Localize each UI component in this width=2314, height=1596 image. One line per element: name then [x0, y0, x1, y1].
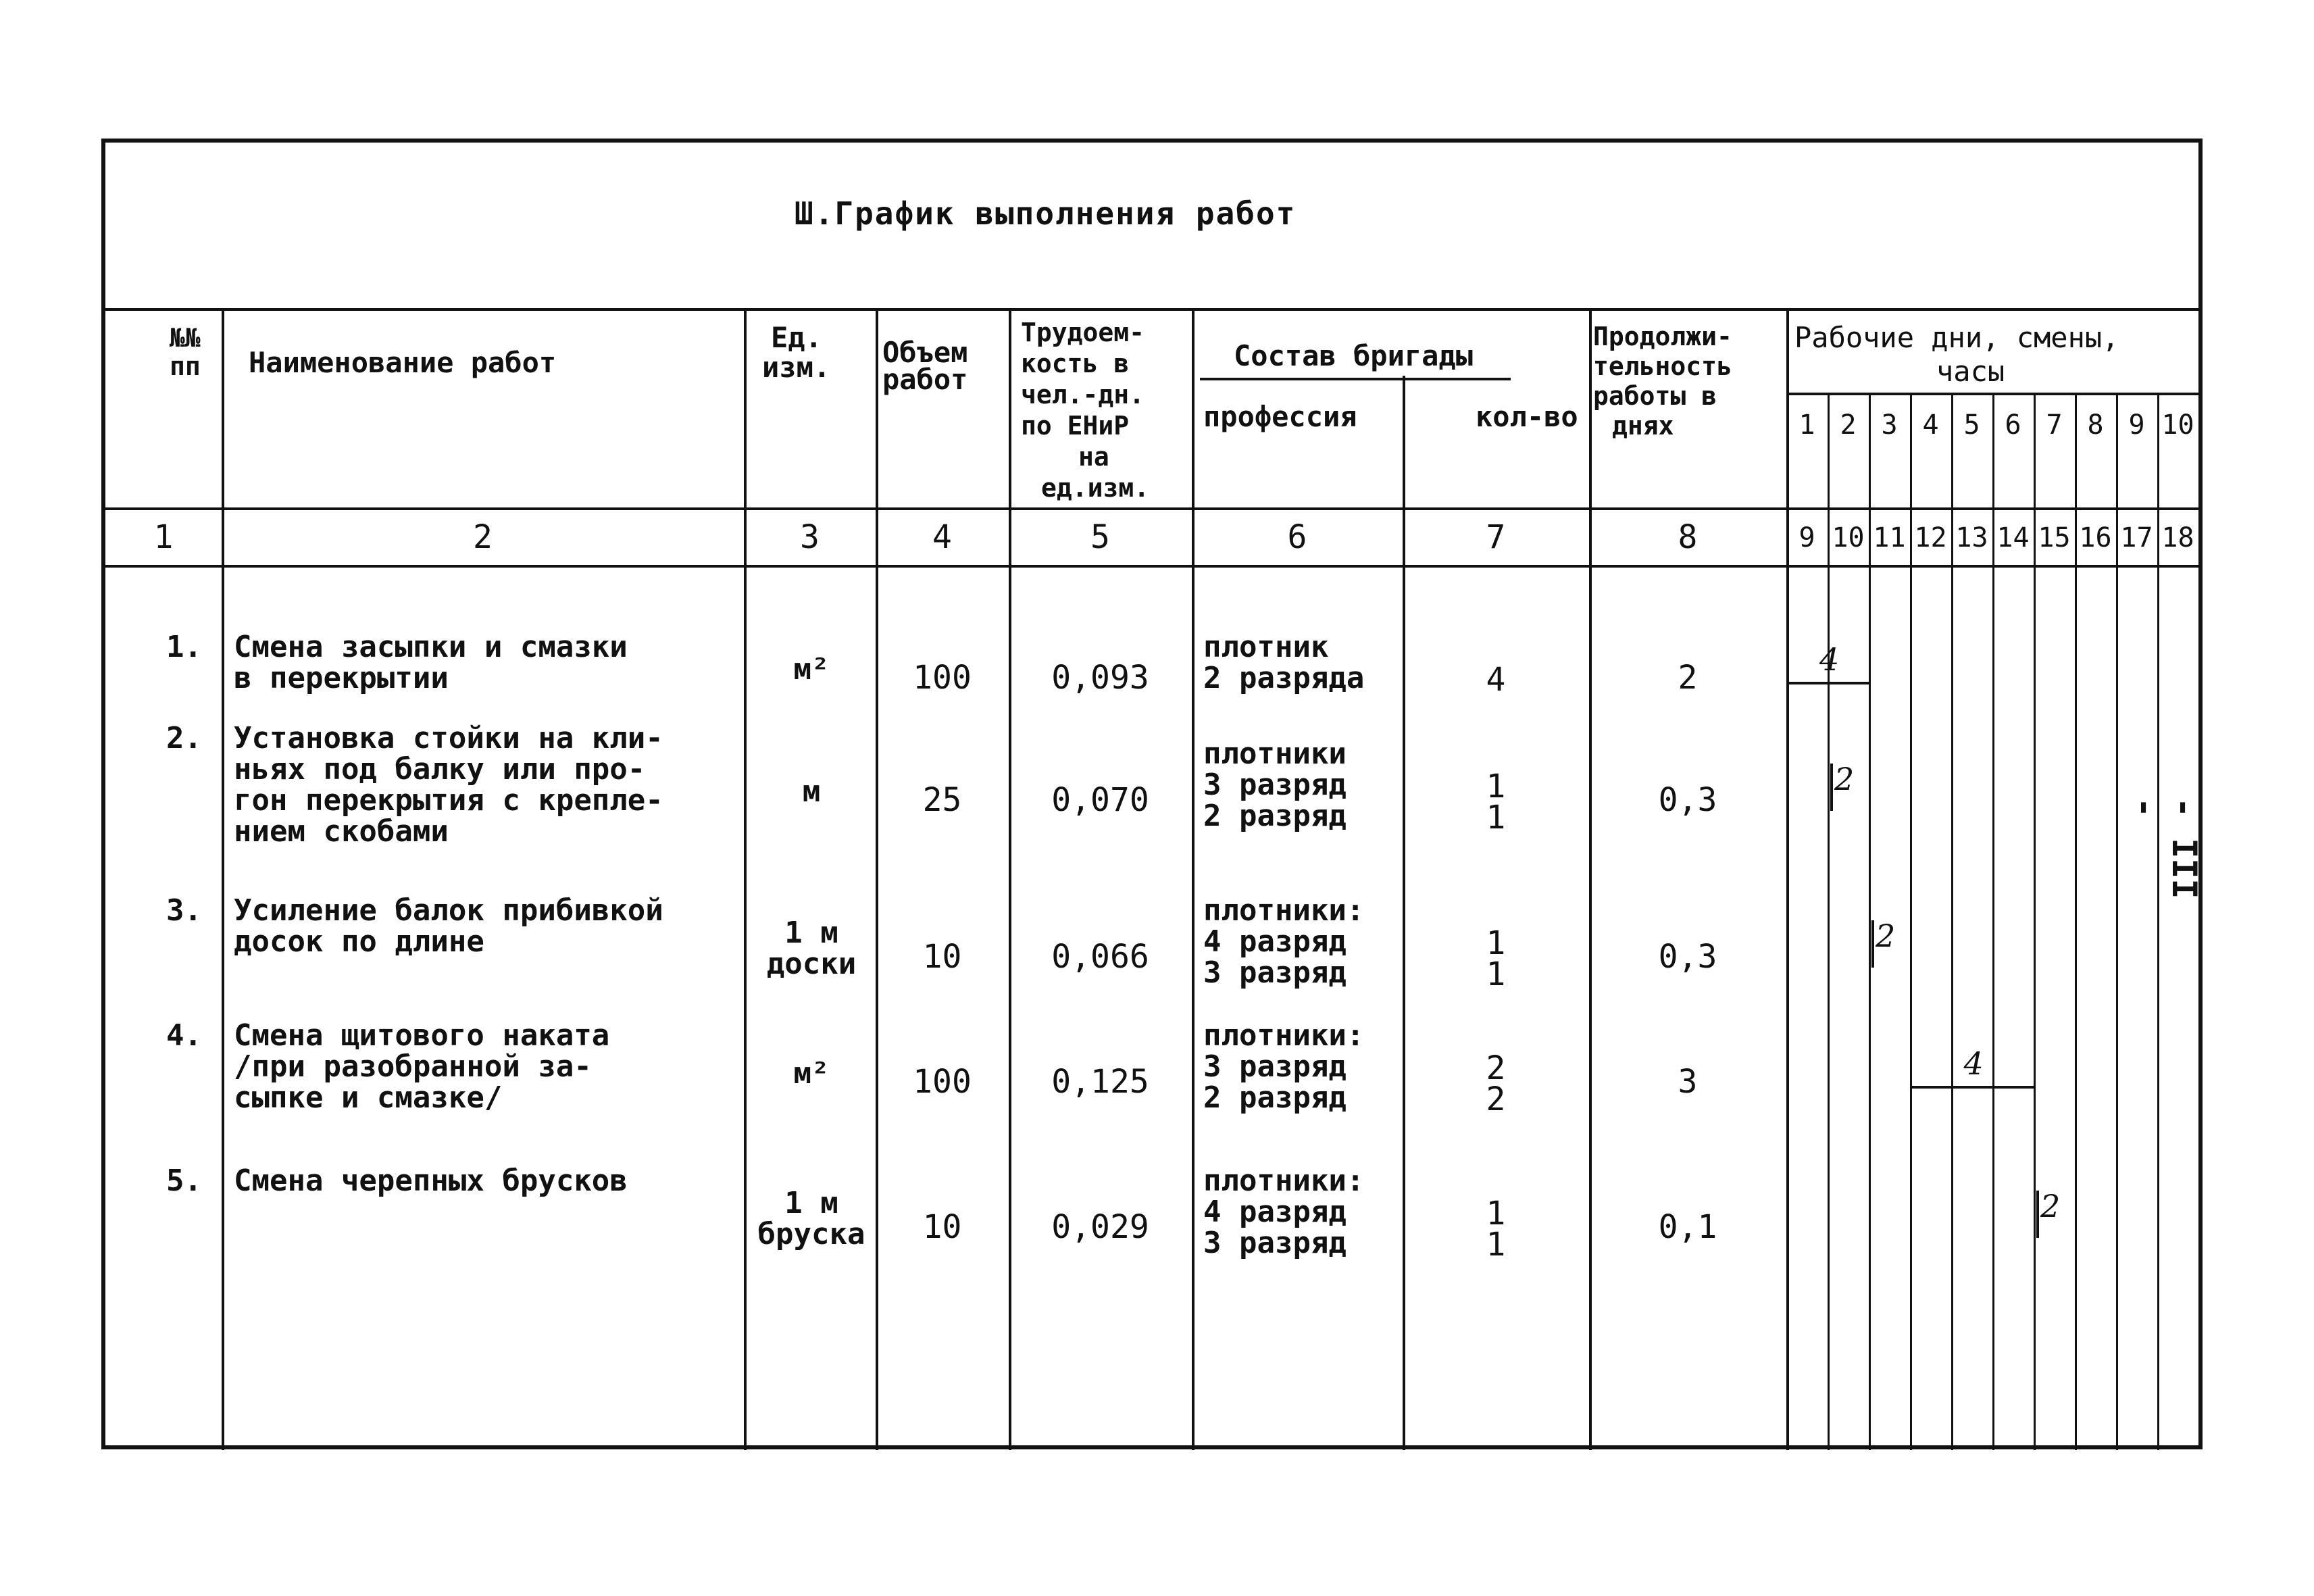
gantt-bar-label: 2 — [1876, 918, 1896, 954]
profession-line: 4 разряд — [1203, 924, 1347, 959]
header-divider — [105, 507, 2198, 510]
page-title: Ш.График выполнения работ — [795, 195, 1297, 232]
header-crew-profession: профессия — [1203, 400, 1357, 433]
profession-line: плотники: — [1203, 1164, 1365, 1198]
col-line-5 — [1192, 308, 1194, 1450]
gantt-bar — [1786, 682, 1869, 684]
volume-value: 100 — [913, 659, 972, 697]
labor-value: 0,125 — [1051, 1063, 1149, 1101]
row-number: 4. — [166, 1018, 202, 1053]
row-number: 2. — [166, 721, 202, 755]
crew-count-value: 1 — [1486, 768, 1506, 805]
header-crew: Состав бригады — [1234, 339, 1474, 372]
schedule-hour-label: 11 — [1873, 522, 1906, 553]
work-name-line: сыпке и смазке/ — [234, 1080, 503, 1115]
duration-value: 0,3 — [1658, 781, 1717, 819]
schedule-hour-label: 13 — [1955, 522, 1988, 553]
header-no-2: пп — [170, 351, 201, 381]
crew-count-value: 1 — [1486, 1195, 1506, 1232]
volume-value: 25 — [922, 781, 962, 819]
page-number: - III - — [2126, 797, 2204, 899]
schedule-day-label: 6 — [2005, 409, 2021, 441]
crew-count-value: 4 — [1486, 661, 1506, 699]
duration-value: 0,3 — [1658, 938, 1717, 976]
profession-line: плотники — [1203, 737, 1347, 771]
work-name-line: ньях под балку или про- — [234, 752, 646, 787]
col-line-2 — [744, 308, 747, 1450]
crew-count-value: 1 — [1486, 799, 1506, 837]
schedule-day-label: 2 — [1840, 409, 1857, 441]
crew-count-value: 1 — [1486, 955, 1506, 993]
unit-line: доски — [766, 947, 857, 981]
schedule-table — [101, 139, 2203, 1449]
header-crew-count: кол-во — [1476, 400, 1578, 433]
col-line-3 — [876, 308, 878, 1450]
column-number: 3 — [800, 518, 820, 556]
header-volume-2: работ — [882, 363, 968, 396]
header-volume-1: Объем — [882, 336, 968, 369]
work-name-line: в перекрытии — [234, 661, 449, 695]
gantt-bar — [1871, 920, 1874, 968]
header-duration-1: Продолжи- — [1593, 322, 1732, 351]
schedule-hour-label: 16 — [2079, 522, 2112, 553]
column-number: 5 — [1090, 518, 1110, 556]
crew-count-value: 2 — [1486, 1049, 1506, 1087]
col-line-8 — [1786, 308, 1789, 1450]
schedule-hour-label: 12 — [1914, 522, 1947, 553]
column-number: 8 — [1678, 518, 1698, 556]
schedule-hour-label: 10 — [1832, 522, 1865, 553]
gantt-bar-label: 4 — [1819, 641, 1840, 678]
header-labor-4: по ЕНиР — [1021, 411, 1130, 441]
header-unit-1: Ед. — [771, 321, 822, 354]
duration-value: 0,1 — [1658, 1208, 1717, 1246]
gantt-bar-label: 2 — [1834, 761, 1855, 797]
work-name-line: Усиление балок прибивкой — [234, 893, 663, 928]
unit-line: м — [802, 774, 821, 809]
row-number: 1. — [166, 630, 202, 664]
unit-line: 1 м — [784, 1186, 838, 1220]
header-duration-4: днях — [1612, 411, 1674, 441]
gantt-bar — [2036, 1191, 2039, 1238]
header-labor-3: чел.-дн. — [1021, 380, 1145, 409]
profession-line: 2 разряд — [1203, 1080, 1347, 1115]
col-line-1 — [222, 308, 224, 1450]
gantt-bar-label: 4 — [1963, 1045, 1984, 1082]
header-name: Наименование работ — [249, 346, 557, 379]
volume-value: 10 — [922, 938, 962, 976]
header-duration-2: тельность — [1593, 351, 1732, 381]
unit-line: м² — [793, 652, 830, 687]
header-schedule-1: Рабочие дни, смены, — [1794, 321, 2119, 354]
labor-value: 0,029 — [1051, 1208, 1149, 1246]
labor-value: 0,070 — [1051, 781, 1149, 819]
column-number: 1 — [153, 518, 174, 556]
title-divider — [105, 308, 2198, 311]
profession-line: 3 разряд — [1203, 1049, 1347, 1084]
profession-line: плотники: — [1203, 1018, 1365, 1053]
profession-line: 3 разряд — [1203, 955, 1347, 990]
schedule-day-label: 7 — [2046, 409, 2063, 441]
volume-value: 100 — [913, 1063, 972, 1101]
schedule-day-label: 4 — [1922, 409, 1939, 441]
schedule-day-label: 1 — [1799, 409, 1815, 441]
column-number: 7 — [1486, 518, 1506, 556]
schedule-hour-label: 14 — [1996, 522, 2030, 553]
header-duration-3: работы в — [1593, 381, 1717, 411]
column-number: 6 — [1287, 518, 1307, 556]
duration-value: 2 — [1678, 659, 1698, 697]
schedule-hour-label: 15 — [2038, 522, 2071, 553]
duration-value: 3 — [1678, 1063, 1698, 1101]
column-number: 4 — [932, 518, 952, 556]
profession-line: 3 разряд — [1203, 1226, 1347, 1260]
header-no-1: №№ — [170, 323, 201, 353]
header-labor-5: на — [1078, 442, 1109, 472]
profession-line: 4 разряд — [1203, 1195, 1347, 1229]
gantt-bar-label: 2 — [2040, 1188, 2061, 1224]
labor-value: 0,066 — [1051, 938, 1149, 976]
work-name-line: Смена щитового наката — [234, 1018, 610, 1053]
schedule-hour-label: 18 — [2161, 522, 2194, 553]
schedule-hour-label: 9 — [1799, 522, 1815, 553]
crew-count-value: 1 — [1486, 924, 1506, 962]
header-labor-6: ед.изм. — [1041, 473, 1150, 503]
schedule-hour-label: 17 — [2120, 522, 2153, 553]
unit-line: бруска — [757, 1217, 865, 1251]
schedule-day-label: 9 — [2128, 409, 2145, 441]
profession-line: 3 разряд — [1203, 768, 1347, 802]
volume-value: 10 — [922, 1208, 962, 1246]
profession-line: 2 разряда — [1203, 661, 1365, 695]
schedule-day-label: 3 — [1881, 409, 1898, 441]
unit-line: м² — [793, 1056, 830, 1091]
work-name-line: досок по длине — [234, 924, 484, 959]
profession-line: плотник — [1203, 630, 1329, 664]
col-line-7 — [1589, 308, 1592, 1450]
header-unit-2: изм. — [762, 351, 831, 384]
work-name-line: нием скобами — [234, 814, 449, 849]
gantt-bar — [1830, 764, 1833, 811]
schedule-day-label: 5 — [1963, 409, 1980, 441]
header-labor-1: Трудоем- — [1021, 318, 1145, 347]
row-number: 5. — [166, 1164, 202, 1198]
header-schedule-2: часы — [1936, 355, 2005, 388]
work-name-line: /при разобранной за- — [234, 1049, 592, 1084]
work-name-line: Смена засыпки и смазки — [234, 630, 628, 664]
labor-value: 0,093 — [1051, 659, 1149, 697]
column-number: 2 — [473, 518, 493, 556]
schedule-day-label: 10 — [2161, 409, 2194, 441]
col-line-4 — [1009, 308, 1011, 1450]
header-labor-2: кость в — [1021, 349, 1130, 378]
work-name-line: Установка стойки на кли- — [234, 721, 663, 755]
unit-line: 1 м — [784, 916, 838, 950]
gantt-bar — [1910, 1086, 2034, 1089]
crew-count-value: 2 — [1486, 1080, 1506, 1118]
work-name-line: Смена черепных брусков — [234, 1164, 628, 1198]
row-number: 3. — [166, 893, 202, 928]
work-name-line: гон перекрытия с крепле- — [234, 783, 663, 818]
crew-header-rule — [1200, 378, 1511, 380]
schedule-day-label: 8 — [2087, 409, 2104, 441]
crew-count-value: 1 — [1486, 1226, 1506, 1264]
profession-line: плотники: — [1203, 893, 1365, 928]
column-number-divider — [105, 565, 2198, 568]
profession-line: 2 разряд — [1203, 799, 1347, 833]
